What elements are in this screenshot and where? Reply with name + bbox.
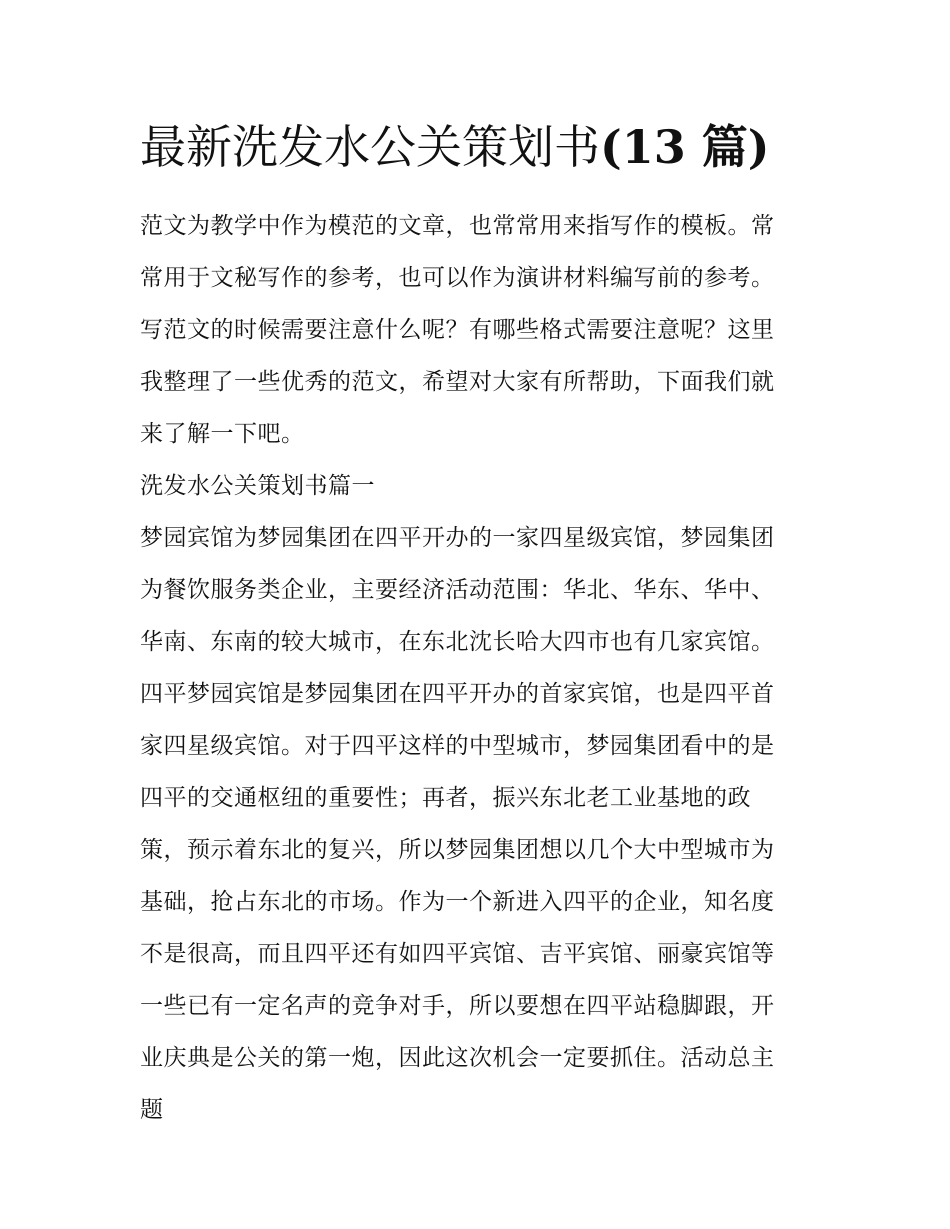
title-suffix: (13 篇) [600,120,770,174]
text-line: 四平梦园宾馆是梦园集团在四平开办的首家宾馆，也是四平首 [140,681,775,707]
text-line: 一些已有一定名声的竞争对手，所以要想在四平站稳脚跟，开 [140,993,775,1019]
text-line: 写范文的时候需要注意什么呢？有哪些格式需要注意呢？这里 [140,317,775,343]
text-line: 基础，抢占东北的市场。作为一个新进入四平的企业，知名度 [140,889,775,915]
body-text [140,200,820,1136]
text-line: 华南、东南的较大城市，在东北沈长哈大四市也有几家宾馆。 [140,629,775,655]
page-title [140,112,820,182]
text-line: 业庆典是公关的第一炮，因此这次机会一定要抓住。活动总主 [140,1045,775,1071]
title-main: 最新洗发水公关策划书 [140,120,600,174]
text-line: 来了解一下吧。 [140,421,305,447]
text-line: 常用于文秘写作的参考，也可以作为演讲材料编写前的参考。 [140,265,775,291]
text-line: 策，预示着东北的复兴，所以梦园集团想以几个大中型城市为 [140,837,775,863]
text-line: 梦园宾馆为梦园集团在四平开办的一家四星级宾馆，梦园集团 [140,525,775,551]
text-line: 不是很高，而且四平还有如四平宾馆、吉平宾馆、丽豪宾馆等 [140,941,775,967]
text-line: 题 [140,1097,164,1123]
document-content [140,112,820,1136]
text-line: 范文为教学中作为模范的文章，也常常用来指写作的模板。常 [140,213,775,239]
text-line: 为餐饮服务类企业，主要经济活动范围：华北、华东、华中、 [140,577,775,603]
section-heading: 洗发水公关策划书篇一 [140,473,375,499]
text-line: 四平的交通枢纽的重要性；再者，振兴东北老工业基地的政 [140,785,751,811]
text-line: 我整理了一些优秀的范文，希望对大家有所帮助，下面我们就 [140,369,775,395]
text-line: 家四星级宾馆。对于四平这样的中型城市，梦园集团看中的是 [140,733,775,759]
